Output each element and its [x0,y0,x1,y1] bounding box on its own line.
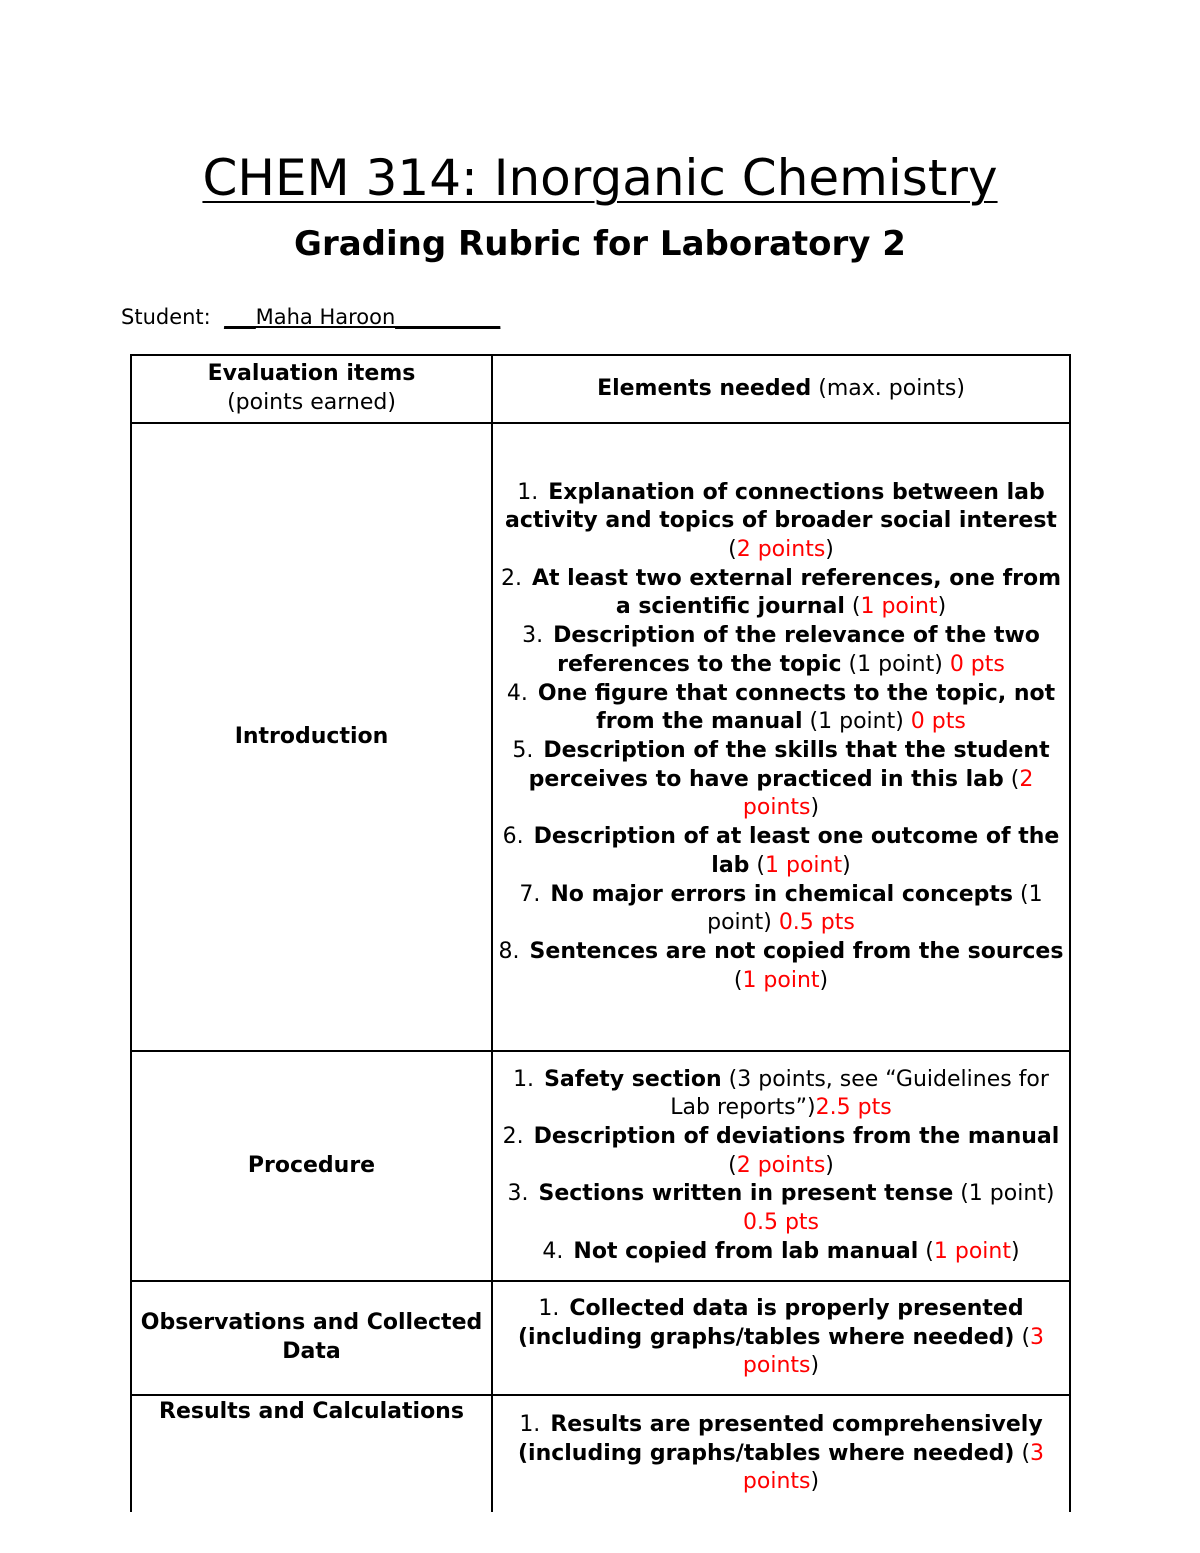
col1-header: Evaluation items [207,361,416,387]
item-earned-points: 0.5 pts [742,1210,820,1236]
row-label: Introduction [234,723,389,749]
item-number: 3. [522,623,544,649]
item-text: Results are presented comprehensively (including graphs/tables where needed) [517,1411,1043,1466]
item-earned-points: 2.5 pts [815,1095,892,1121]
item-max-points: 1 point [860,594,938,620]
item-max-points: 1 point [742,967,820,993]
row-label-cell [131,423,492,1051]
rubric-item [495,565,1067,622]
row-label-cell [131,1395,492,1512]
item-points-note: ( [728,537,737,563]
item-number: 2. [502,1123,524,1149]
col2-header: Elements needed [597,375,812,401]
row-label: Procedure [247,1152,376,1178]
table-row [131,1051,1070,1281]
item-max-points: 1 point [933,1238,1011,1264]
row-items-cell [492,1281,1070,1395]
item-number: 1. [538,1295,560,1321]
item-number: 7. [519,881,541,907]
item-number: 2. [500,565,522,591]
rubric-item [495,881,1067,938]
item-number: 4. [542,1238,564,1264]
item-points-close: ) [937,594,947,620]
item-max-points: 3 points [742,1440,1045,1495]
row-items-cell [492,1395,1070,1512]
item-earned-points: 0 pts [949,651,1005,677]
rubric-item [495,1295,1067,1381]
col1-header-cell [131,355,492,423]
rubric-item [495,1238,1067,1267]
course-title: CHEM 314: Inorganic Chemistry [202,149,998,207]
item-number: 6. [502,824,524,850]
item-points-note: (1 point) [953,1181,1055,1207]
item-max-points: 2 points [742,766,1034,821]
item-text: Description of at least one outcome of the lab [533,824,1060,878]
item-points-close: ) [810,1353,820,1379]
rubric-item [495,680,1067,737]
item-max-points: 2 points [736,537,826,563]
item-text: Description of deviations from the manual [533,1123,1060,1149]
item-list [493,479,1069,996]
item-text: At least two external references, one from a scientific journal [531,565,1062,620]
item-points-close: ) [825,1152,834,1178]
item-earned-points: 0.5 pts [778,910,855,936]
item-number: 1. [517,479,539,505]
item-points-note: (1 point) [707,881,1043,936]
rubric-item [495,479,1067,565]
item-points-close: ) [810,795,820,821]
item-points-close: ) [810,1469,820,1495]
item-max-points: 2 points [736,1152,826,1178]
rubric-item [495,1123,1067,1180]
rubric-item [495,1411,1067,1497]
item-max-points: 1 point [765,852,843,878]
table-row [131,1395,1070,1512]
item-text: Description of the relevance of the two references to the topic [553,623,1040,677]
student-label: Student: [121,305,211,329]
item-points-note: ( [749,852,765,878]
col2-header-note: (max. points) [818,375,965,401]
item-points-note: ( [1014,1324,1031,1350]
item-earned-points: 0 pts [910,709,966,735]
rubric-item [495,823,1067,880]
item-points-close: ) [819,967,829,993]
item-points-note: ( [1003,766,1020,792]
rubric-item [495,1180,1067,1237]
item-text: One figure that connects to the topic, not from the manual [537,680,1056,735]
item-list [493,1411,1069,1497]
item-text: Description of the skills that the student perceives to have practiced in this lab [528,738,1050,792]
table-row [131,423,1070,1051]
item-points-note: (1 point) [802,709,911,735]
item-list [493,1066,1069,1267]
item-points-note: ( [844,594,861,620]
item-points-note: ( [1014,1440,1031,1466]
item-number: 3. [507,1181,529,1207]
item-points-close: ) [825,537,834,563]
item-points-close: ) [842,852,851,878]
student-name: ___Maha Haroon__________ [224,305,501,329]
item-text: Collected data is properly presented (including graphs/tables where needed) [517,1295,1024,1350]
item-number: 8. [498,938,520,964]
table-row [131,1281,1070,1395]
item-text: Sentences are not copied from the sources [529,938,1064,964]
row-label-cell [131,1051,492,1281]
col2-header-cell [492,355,1070,423]
item-max-points: 3 points [742,1324,1045,1379]
item-text: Safety section [544,1066,722,1092]
row-items-cell [492,423,1070,1051]
rubric-item [495,737,1067,823]
rubric-item [495,622,1067,679]
item-points-close: ) [1010,1238,1020,1264]
row-label: Results and Calculations [159,1399,464,1424]
item-number: 1. [519,1411,541,1437]
item-points-note: (3 points, see “Guidelines for Lab reports”) [670,1066,1049,1121]
rubric-item [495,1066,1067,1123]
item-points-note: ( [918,1238,934,1264]
rubric-table [130,354,1071,1512]
item-text: Explanation of connections between lab activity and topics of broader social interest [505,479,1057,534]
item-number: 5. [512,738,534,763]
item-text: Sections written in present tense [538,1181,954,1207]
table-header-row [131,355,1070,423]
col1-subheader: (points earned) [227,390,396,415]
row-label: Observations and Collected Data [140,1310,483,1364]
rubric-item [495,938,1067,995]
item-text: Not copied from lab manual [573,1238,919,1264]
item-points-note: ( [733,967,743,993]
item-text: No major errors in chemical concepts [550,881,1014,907]
item-number: 1. [513,1066,535,1092]
item-list [493,1295,1069,1381]
student-line [121,304,500,330]
item-points-note: ( [728,1152,737,1178]
item-number: 4. [506,680,528,706]
row-label-cell [131,1281,492,1395]
item-points-note: (1 point) [841,651,950,677]
rubric-title: Grading Rubric for Laboratory 2 [294,224,906,264]
row-items-cell [492,1051,1070,1281]
